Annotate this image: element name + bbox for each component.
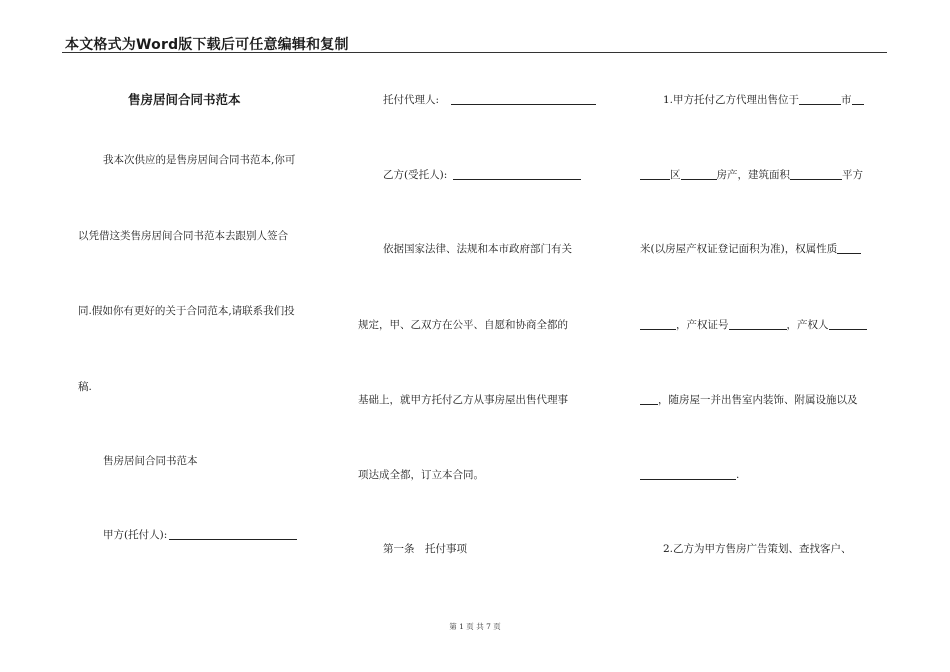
owner-label: ，产权人 [786, 319, 829, 331]
certificate-number-label: ，产权证号 [676, 319, 729, 331]
party-a-line [103, 528, 297, 542]
period-mark: . [736, 469, 740, 481]
basis-line-4: 项达成全都，订立本合同。 [358, 469, 484, 481]
district-blank [640, 168, 670, 180]
party-b-label: 乙方(受托人): [383, 169, 448, 181]
col3-line-4 [640, 318, 867, 332]
fixtures-blank [640, 468, 736, 480]
page-number: 第 1 页 共 7 页 [449, 622, 501, 631]
area-blank [790, 168, 842, 180]
clause-2-line: 2.乙方为甲方售房广告策划、查找客户、 [663, 543, 852, 555]
agent-label: 托付代理人: [383, 94, 440, 106]
party-b-line [383, 168, 581, 182]
col3-line-5 [640, 393, 858, 407]
ownership-nature-label: 米(以房屋产权证登记面积为准)，权属性质 [640, 243, 838, 255]
intro-line-1: 我本次供应的是售房居间合同书范本,你可 [103, 154, 296, 166]
location-label: 1.甲方托付乙方代理出售位于 [663, 94, 800, 106]
header-divider [62, 52, 887, 53]
basis-line-2: 规定，甲、乙双方在公平、自愿和协商全都的 [358, 319, 568, 331]
col3-line-2 [640, 168, 863, 182]
article-1-heading: 第一条 托付事项 [383, 543, 467, 555]
owner-tail-blank [640, 393, 658, 405]
col3-line-3 [640, 242, 861, 256]
intro-line-2: 以凭借这类售房居间合同书范本去跟别人签合 [78, 230, 288, 242]
contract-title: 售房居间合同书范本 [128, 92, 241, 107]
certificate-number-blank [729, 318, 787, 330]
ownership-tail-blank [640, 318, 676, 330]
basis-line-3: 基础上，就甲方托付乙方从事房屋出售代理事 [358, 394, 568, 406]
intro-line-4: 稿. [78, 381, 92, 393]
agent-line [383, 93, 596, 107]
owner-blank [829, 318, 867, 330]
contract-subtitle: 售房居间合同书范本 [103, 455, 198, 467]
intro-line-3: 同.假如你有更好的关于合同范本,请联系我们投 [78, 305, 295, 317]
city-tail-blank [852, 93, 864, 105]
city-blank [799, 93, 841, 105]
col3-line-6 [640, 468, 739, 482]
property-blank [681, 168, 717, 180]
fixtures-label: ，随房屋一并出售室内装饰、附属设施以及 [658, 394, 858, 406]
ownership-nature-blank [837, 242, 861, 254]
agent-blank [451, 93, 596, 105]
party-a-blank [169, 528, 297, 540]
district-label: 区 [670, 169, 681, 181]
city-label: 市 [841, 94, 852, 106]
party-b-blank [453, 168, 581, 180]
area-label: 房产，建筑面积 [716, 169, 790, 181]
document-header-title: 本文格式为Word版下载后可任意编辑和复制 [65, 37, 349, 53]
area-unit-label: 平方 [842, 169, 863, 181]
party-a-label: 甲方(托付人): [103, 529, 168, 541]
col3-line-1 [663, 93, 864, 107]
basis-line-1: 依据国家法律、法规和本市政府部门有关 [383, 243, 572, 255]
